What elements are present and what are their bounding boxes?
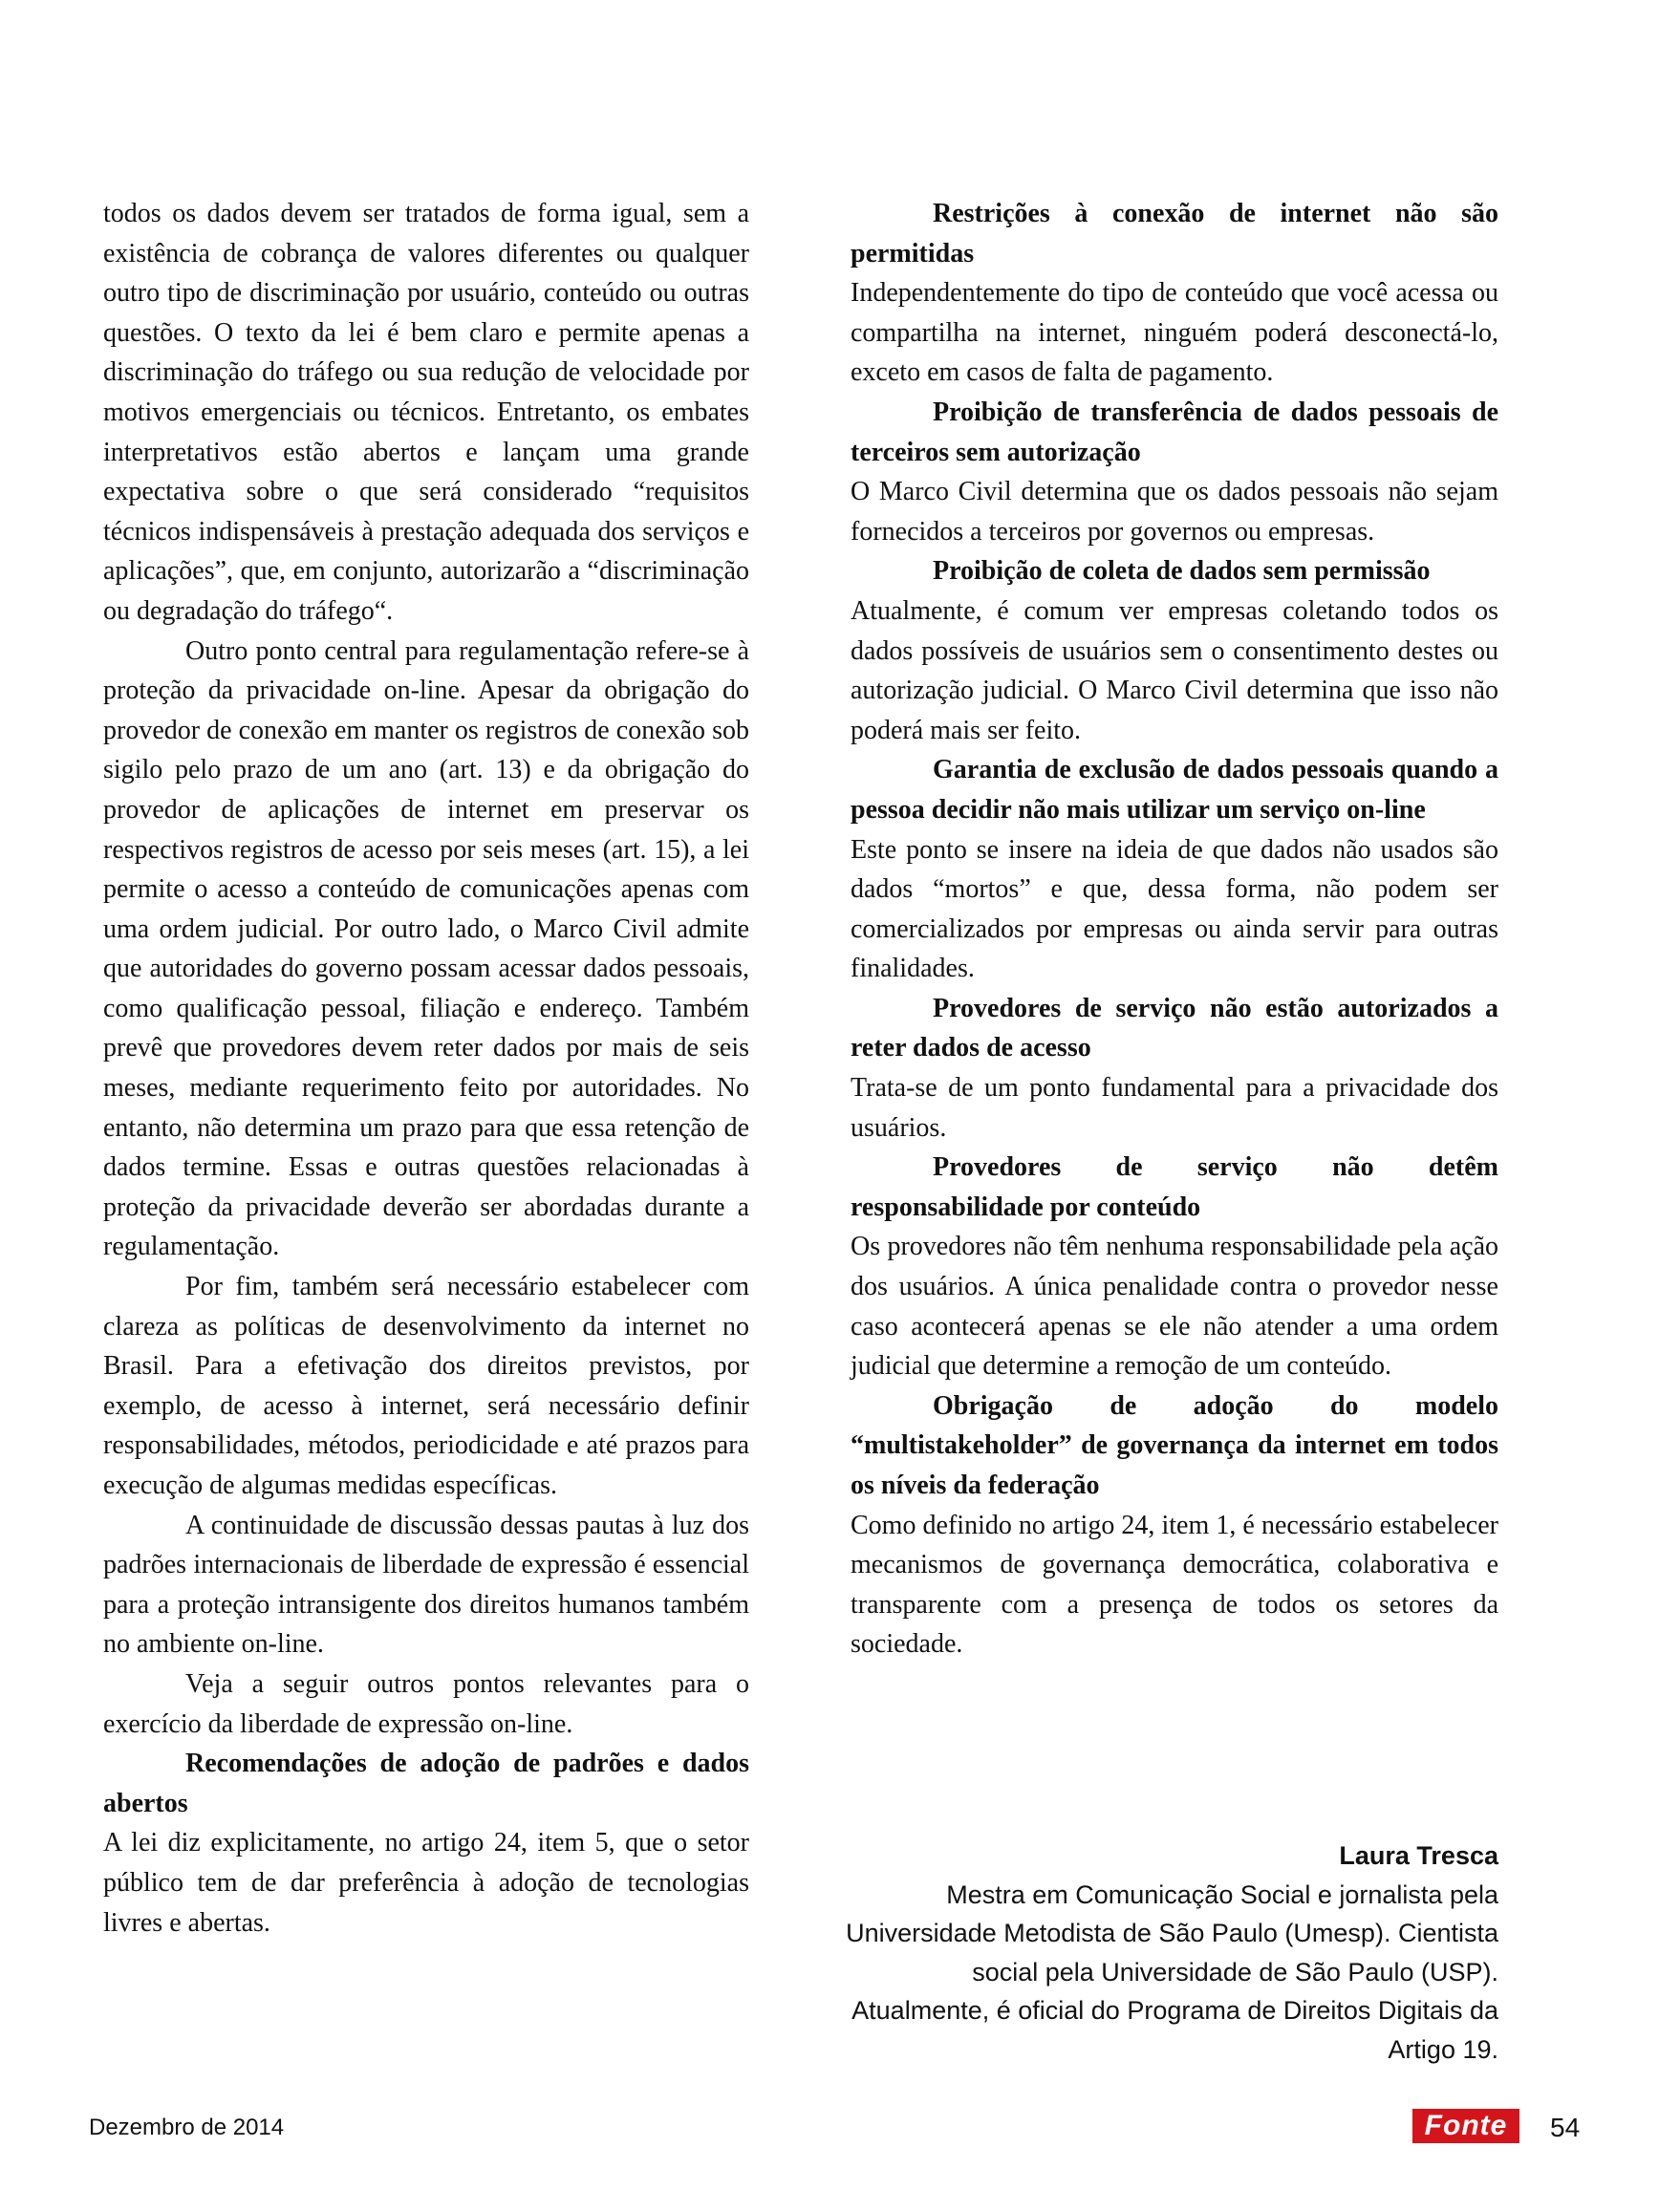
page-number: 54	[1550, 2113, 1581, 2142]
footer-date: Dezembro de 2014	[89, 2115, 285, 2140]
section-heading: Proibição de coleta de dados sem permissão	[933, 556, 1431, 587]
section-heading: Restrições à conexão de internet não são permitidas	[851, 199, 1498, 268]
magazine-logo: Fonte	[1412, 2109, 1519, 2143]
section-heading: Obrigação de adoção do modelo “multistakeholder” de governança da internet em todos os níveis da federação	[851, 1390, 1498, 1500]
paragraph: Independentemente do tipo de conteúdo que você acessa ou compartilha na internet, ninguém poderá desconectá-lo, exceto em casos de falta de pagamento.	[851, 278, 1498, 388]
paragraph: Por fim, também será necessário estabelecer com clareza as políticas de desenvolvimento da internet no Brasil. Para a efetivação dos direitos previstos, por exemplo, de acesso à internet, será necessário definir responsabilidades, métodos, periodicidade e até prazos para execução de algumas medidas específicas.	[103, 1272, 749, 1500]
section-heading: Provedores de serviço não estão autorizados a reter dados de acesso	[851, 993, 1498, 1063]
paragraph: Outro ponto central para regulamentação refere-se à proteção da privacidade on-line. Apesar da obrigação do provedor de conexão em manter os registros de conexão sob sigilo pelo prazo de um ano (art. 13) e da obrigação do provedor de aplicações de internet em preservar os respectivos registros de acesso por seis meses (art. 15), a lei permite o acesso a conteúdo de comunicações apenas com uma ordem judicial. Por outro lado, o Marco Civil admite que autoridades do governo possam acessar dados pessoais, como qualificação pessoal, filiação e endereço. Também prevê que provedores devem reter dados por mais de seis meses, mediante requerimento feito por autoridades. No entanto, não determina um prazo para que essa retenção de dados termine. Essas e outras questões relacionadas à proteção da privacidade deverão ser abordadas durante a regulamentação.	[103, 635, 749, 1262]
author-name: Laura Tresca	[1339, 1841, 1498, 1870]
paragraph: todos os dados devem ser tratados de forma igual, sem a existência de cobrança de valores diferentes ou qualquer outro tipo de discriminação por usuário, conteúdo ou outras questões. O texto da lei é bem claro e permite apenas a discriminação do tráfego ou sua redução de velocidade por motivos emergenciais ou técnicos. Entretanto, os embates interpretativos estão abertos e lançam uma grande expectativa sobre o que será considerado “requisitos técnicos indispensáveis à prestação adequada dos serviços e aplicações”, que, em conjunto, autorizarão a “discriminação ou degradação do tráfego“.	[103, 199, 749, 626]
section-heading: Provedores de serviço não detêm responsabilidade por conteúdo	[851, 1152, 1498, 1222]
paragraph: O Marco Civil determina que os dados pessoais não sejam fornecidos a terceiros por governos ou empresas.	[851, 477, 1498, 547]
right-column	[851, 194, 1498, 1664]
paragraph: A continuidade de discussão dessas pautas à luz dos padrões internacionais de liberdade de expressão é essencial para a proteção intransigente dos direitos humanos também no ambiente on-line.	[103, 1510, 749, 1660]
paragraph: Atualmente, é comum ver empresas coletando todos os dados possíveis de usuários sem o consentimento destes ou autorização judicial. O Marco Civil determina que isso não poderá mais ser feito.	[851, 595, 1498, 745]
section-heading: Recomendações de adoção de padrões e dados abertos	[103, 1749, 749, 1818]
section-heading: Garantia de exclusão de dados pessoais quando a pessoa decidir não mais utilizar um serviço on-line	[851, 755, 1498, 825]
paragraph: Os provedores não têm nenhuma responsabilidade pela ação dos usuários. A única penalidade contra o provedor nesse caso acontecerá apenas se ele não atender a uma ordem judicial que determine a remoção de um conteúdo.	[851, 1232, 1498, 1382]
paragraph: Este ponto se insere na ideia de que dados não usados são dados “mortos” e que, dessa forma, não podem ser comercializados por empresas ou ainda servir para outras finalidades.	[851, 834, 1498, 984]
author-bio: Mestra em Comunicação Social e jornalista pela Universidade Metodista de São Paulo (Umesp). Cientista social pela Universidade de São Paulo (USP). Atualmente, é oficial do Programa de Direitos Digitais da Artigo 19.	[846, 1879, 1498, 2064]
paragraph: Como definido no artigo 24, item 1, é necessário estabelecer mecanismos de governança democrática, colaborativa e transparente com a presença de todos os setores da sociedade.	[851, 1510, 1498, 1660]
left-column	[103, 194, 749, 1943]
author-signature	[831, 1836, 1498, 2069]
paragraph: Trata-se de um ponto fundamental para a privacidade dos usuários.	[851, 1073, 1498, 1143]
paragraph: Veja a seguir outros pontos relevantes para o exercício da liberdade de expressão on-line.	[103, 1668, 749, 1739]
section-heading: Proibição de transferência de dados pessoais de terceiros sem autorização	[851, 397, 1498, 467]
paragraph: A lei diz explicitamente, no artigo 24, item 5, que o setor público tem de dar preferência à adoção de tecnologias livres e abertas.	[103, 1828, 749, 1938]
